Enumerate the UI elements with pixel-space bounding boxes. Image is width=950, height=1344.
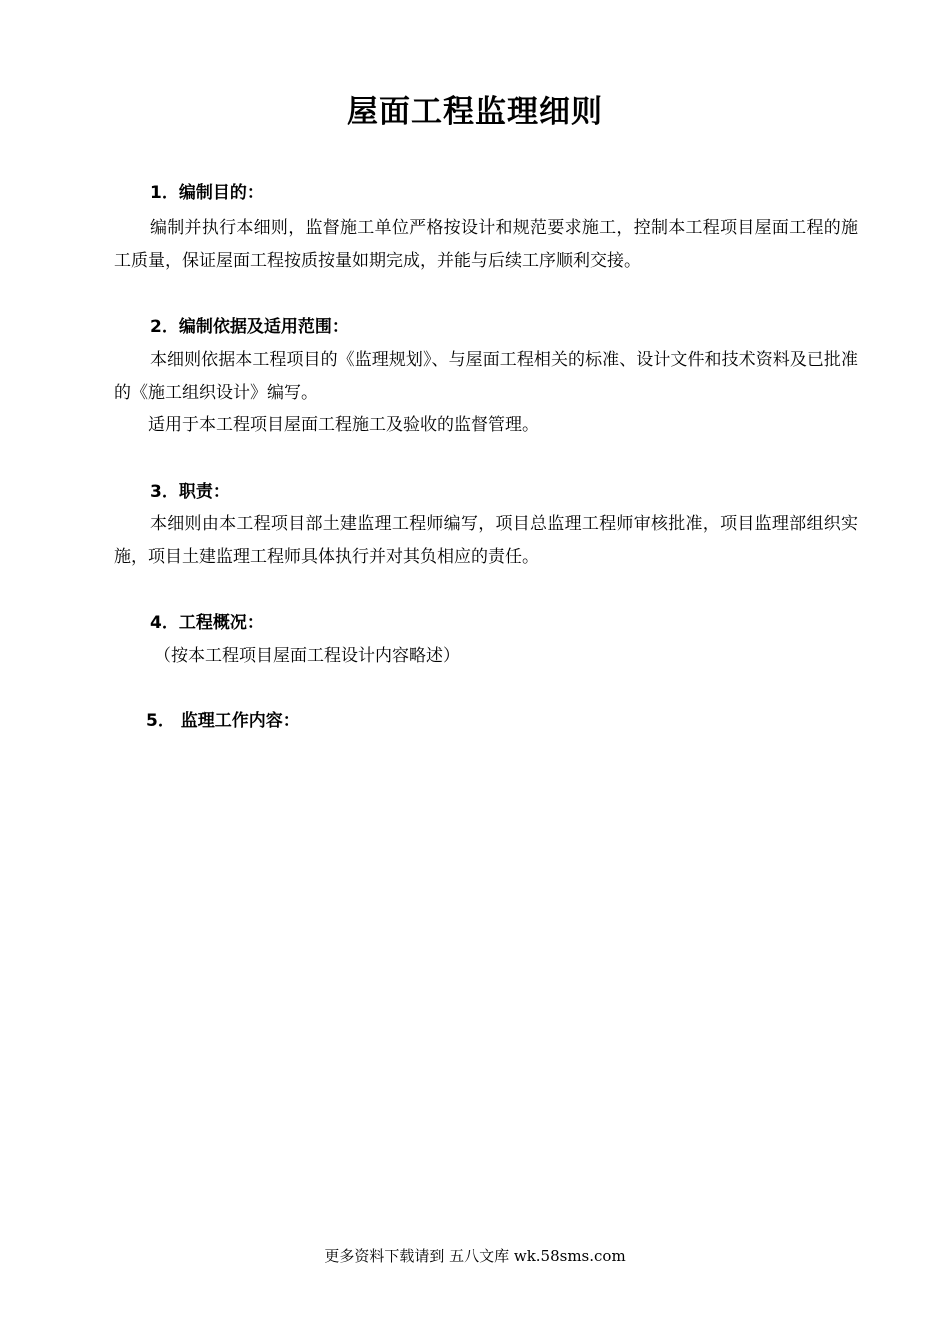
document-title: 屋面工程监理细则 xyxy=(347,94,603,130)
section-2-paragraph-1: 本细则依据本工程项目的《监理规划》、与屋面工程相关的标准、设计文件和技术资料及已批准的《施工组织设计》编写。 xyxy=(114,350,858,403)
section-1-paragraph: 编制并执行本细则，监督施工单位严格按设计和规范要求施工，控制本工程项目屋面工程的施工质量，保证屋面工程按质按量如期完成，并能与后续工序顺利交接。 xyxy=(114,218,858,271)
section-4-heading: 4．工程概况： xyxy=(150,613,264,633)
section-1-heading: 1．编制目的： xyxy=(150,183,264,203)
section-5-heading: 5． 监理工作内容： xyxy=(146,711,300,731)
section-4-paragraph: （按本工程项目屋面工程设计内容略述） xyxy=(154,646,460,666)
section-2-heading: 2．编制依据及适用范围： xyxy=(150,317,349,337)
section-3-heading: 3．职责： xyxy=(150,482,230,502)
section-2-paragraph-2: 适用于本工程项目屋面工程施工及验收的监督管理。 xyxy=(148,415,539,435)
page-footer: 更多资料下载请到 五八文库 wk.58sms.com xyxy=(324,1247,626,1265)
section-3-paragraph: 本细则由本工程项目部土建监理工程师编写，项目总监理工程师审核批准，项目监理部组织实施，项目土建监理工程师具体执行并对其负相应的责任。 xyxy=(114,514,858,567)
